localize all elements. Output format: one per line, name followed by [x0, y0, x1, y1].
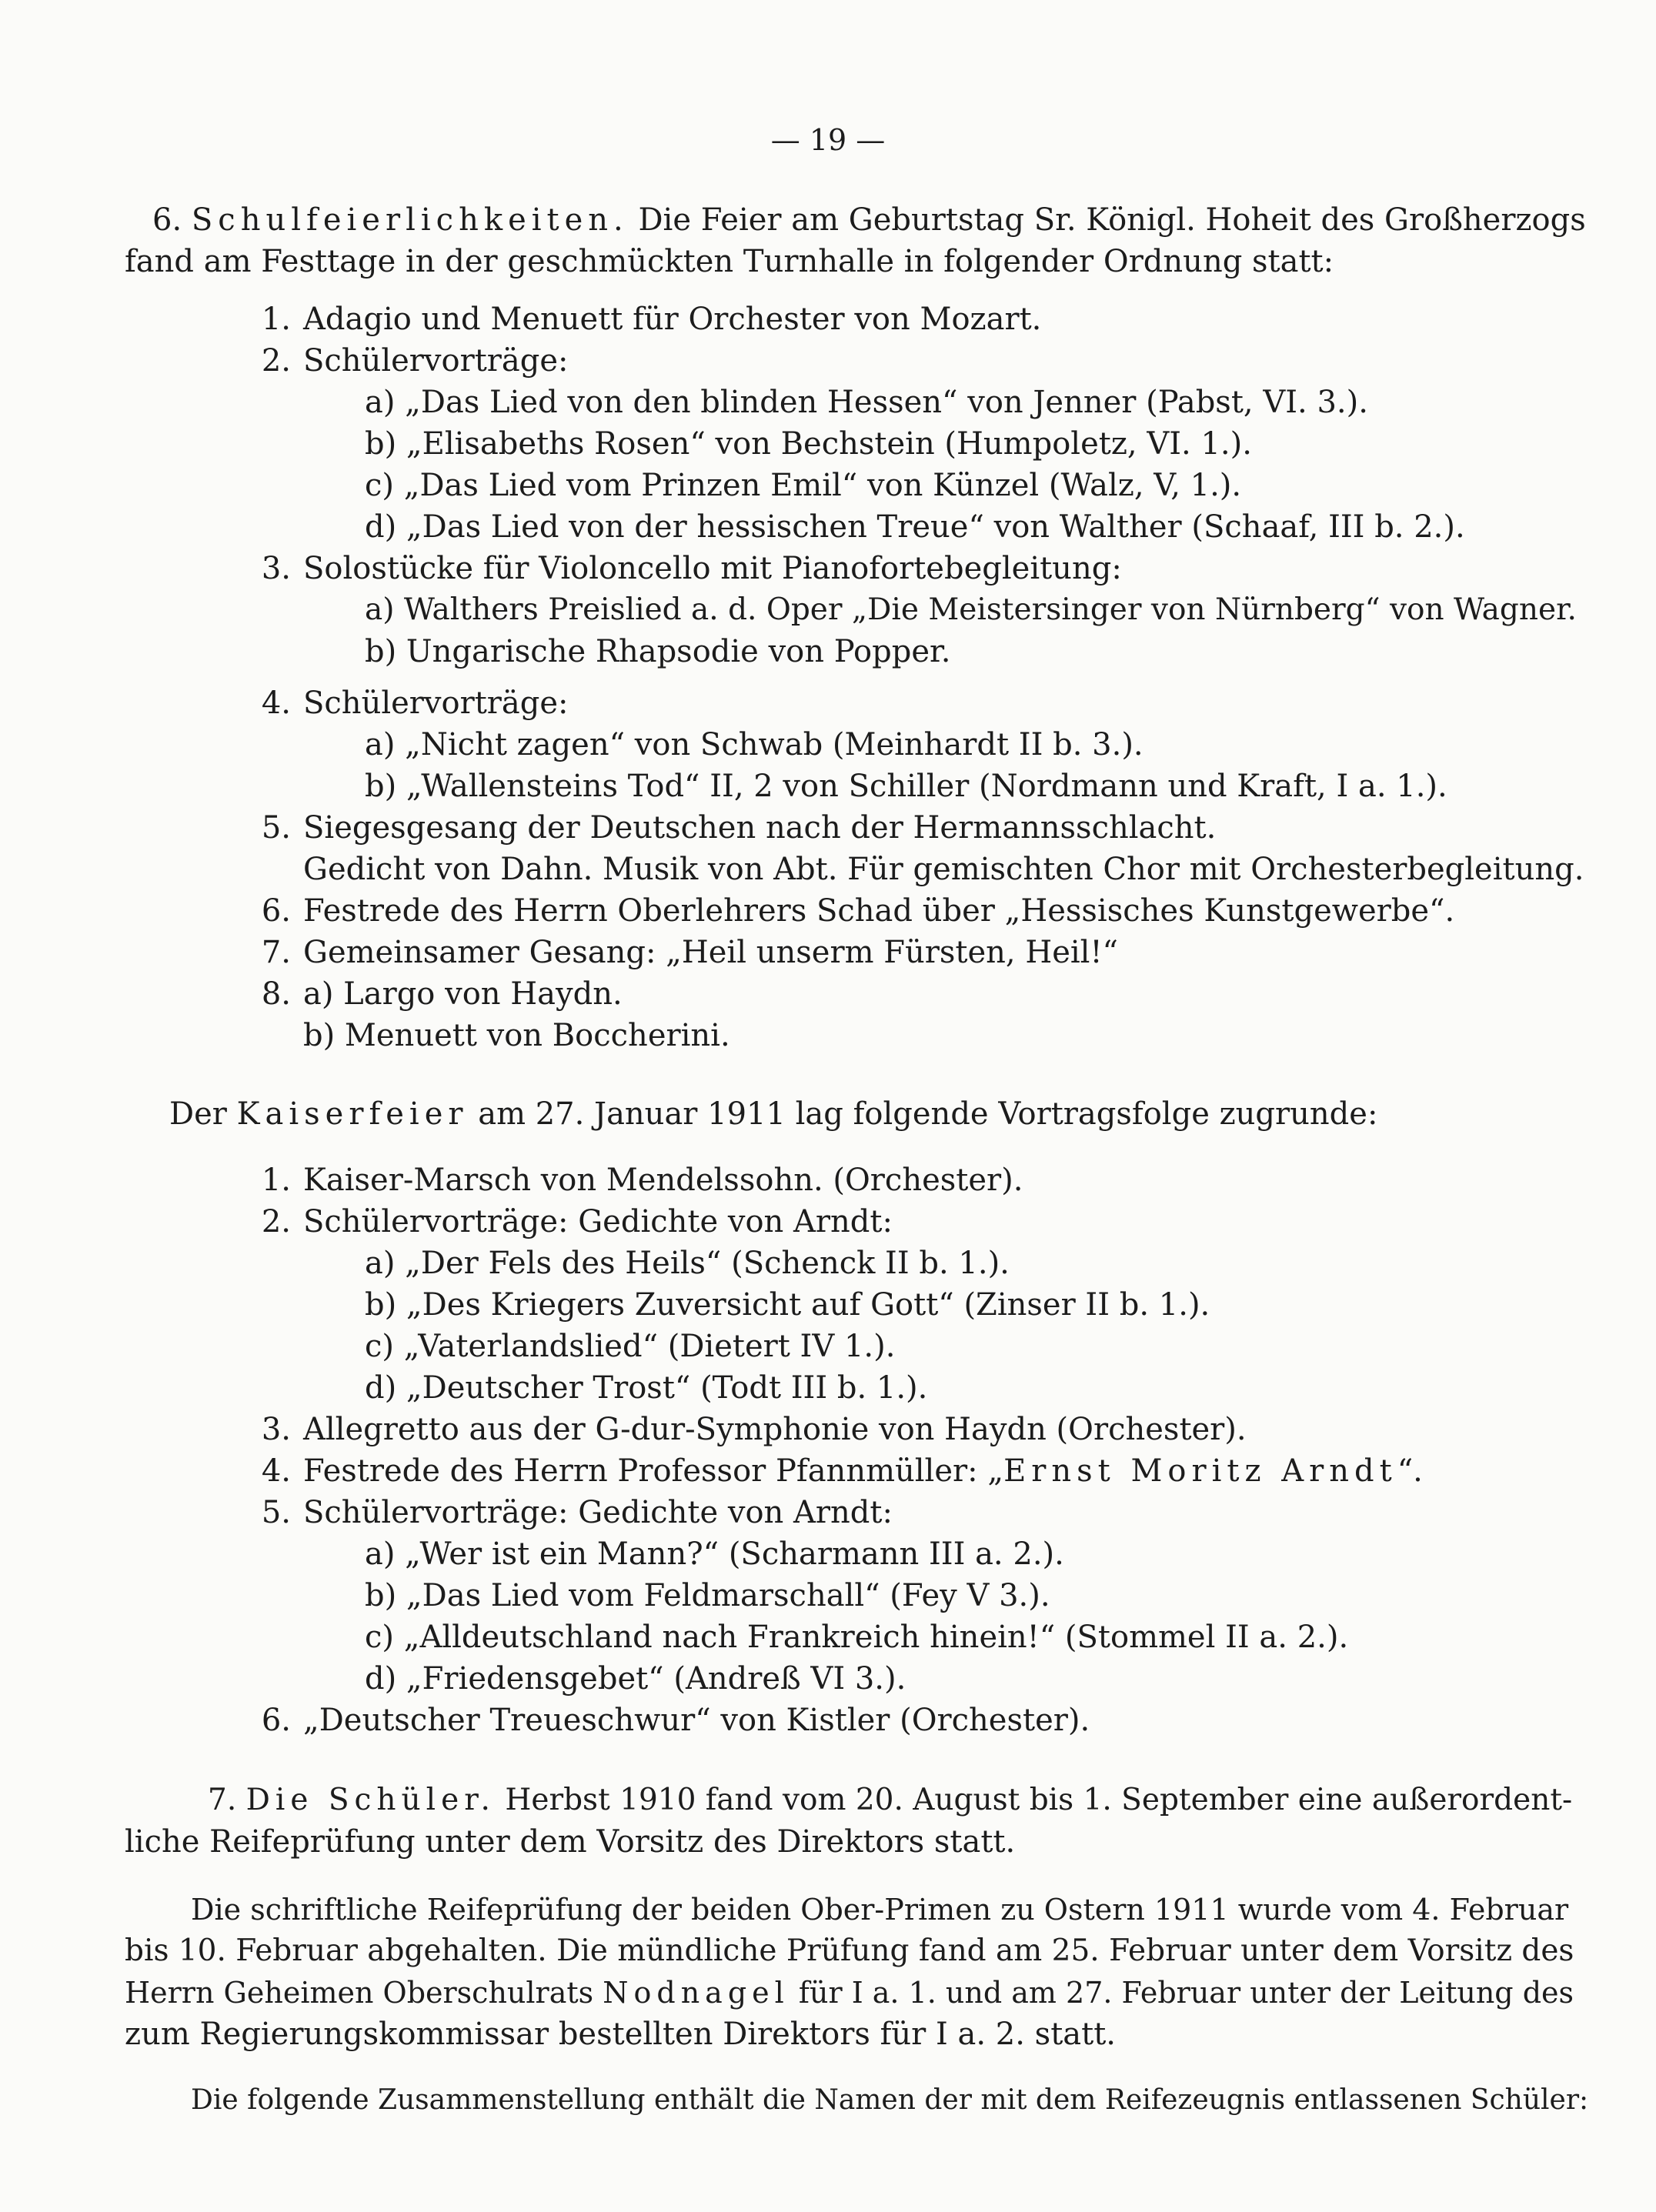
list-item: Adagio und Menuett für Orchester von Mozart. — [303, 302, 1042, 337]
list-subitem: c) „Alldeutschland nach Frankreich hinein!“ (Stommel II a. 2.). — [365, 1620, 1349, 1655]
festrede-text: Festrede des Herrn Professor Pfannmüller: „ — [303, 1453, 1004, 1489]
list-subitem: d) „Friedensgebet“ (Andreß VI 3.). — [365, 1661, 906, 1697]
section-7-number: 7. — [208, 1783, 237, 1817]
list-subitem: a) „Der Fels des Heils“ (Schenck II b. 1.). — [365, 1246, 1010, 1281]
section-6-intro-text: Die Feier am Geburtstag Sr. Königl. Hoheit des Großherzogs — [638, 202, 1586, 238]
list-item-number: 1. — [261, 302, 291, 337]
list-subitem: c) „Das Lied vom Prinzen Emil“ von Künzel (Walz, V, 1.). — [365, 468, 1242, 503]
section-6-intro — [152, 199, 1586, 242]
section-7-heading: Die Schüler. — [245, 1783, 496, 1817]
kaiserfeier-heading: Kaiserfeier — [236, 1096, 469, 1132]
list-subitem: c) „Vaterlandslied“ (Dietert IV 1.). — [365, 1329, 896, 1364]
kaiserfeier-intro-text: am 27. Januar 1911 lag folgende Vortragsfolge zugrunde: — [478, 1096, 1378, 1132]
list-item: Allegretto aus der G-dur-Symphonie von Haydn (Orchester). — [303, 1412, 1247, 1447]
paragraph-text: für I a. 1. und am 27. Februar unter der Leitung des — [798, 1976, 1574, 2010]
list-item: Schülervorträge: — [303, 686, 569, 721]
list-item-number: 5. — [261, 810, 291, 846]
paragraph-line: bis 10. Februar abgehalten. Die mündliche Prüfung fand am 25. Februar unter dem Vorsitz des — [125, 1933, 1574, 1968]
kaiserfeier-der: Der — [169, 1096, 227, 1132]
list-item-number: 5. — [261, 1495, 291, 1530]
list-item-number: 2. — [261, 1204, 291, 1239]
section-6-intro-line2: fand am Festtage in der geschmückten Turnhalle in folgender Ordnung statt: — [125, 244, 1334, 279]
list-item-number: 6. — [261, 893, 291, 929]
list-item: Gemeinsamer Gesang: „Heil unserm Fürsten, Heil!“ — [303, 935, 1118, 970]
list-item-number: 8. — [261, 976, 291, 1012]
kaiserfeier-intro — [169, 1093, 1377, 1136]
list-subitem: b) „Wallensteins Tod“ II, 2 von Schiller (Nordmann und Kraft, I a. 1.). — [365, 769, 1447, 804]
list-item-number: 6. — [261, 1703, 291, 1738]
list-item: Kaiser-Marsch von Mendelssohn. (Orchester). — [303, 1163, 1023, 1198]
list-subitem: a) Walthers Preislied a. d. Oper „Die Meistersinger von Nürnberg“ von Wagner. — [365, 592, 1577, 627]
list-item — [303, 1450, 1423, 1493]
paragraph-line: zum Regierungskommissar bestellten Direktors für I a. 2. statt. — [125, 2017, 1116, 2052]
list-item: Siegesgesang der Deutschen nach der Hermannsschlacht. — [303, 810, 1217, 846]
festrede-close: “. — [1397, 1453, 1423, 1489]
paragraph-line: Die folgende Zusammenstellung enthält die Namen der mit dem Reifezeugnis entlassenen Schüler: — [191, 2084, 1589, 2116]
list-item: Schülervorträge: Gedichte von Arndt: — [303, 1495, 893, 1530]
list-subitem: a) Largo von Haydn. — [303, 976, 623, 1012]
list-item: Schülervorträge: — [303, 343, 569, 379]
page-number: — 19 — — [770, 123, 886, 157]
section-6-heading: Schulfeierlichkeiten. — [191, 202, 629, 238]
list-item-number: 3. — [261, 551, 291, 586]
list-item: Schülervorträge: Gedichte von Arndt: — [303, 1204, 893, 1239]
person-name: Nodnagel — [603, 1976, 790, 2010]
paragraph-line: liche Reifeprüfung unter dem Vorsitz des Direktors statt. — [125, 1824, 1016, 1860]
list-subitem: a) „Wer ist ein Mann?“ (Scharmann III a. 2.). — [365, 1536, 1064, 1572]
list-item-number: 7. — [261, 935, 291, 970]
paragraph-line — [125, 1971, 1574, 2014]
list-item: „Deutscher Treueschwur“ von Kistler (Orchester). — [303, 1703, 1090, 1738]
section-6-number: 6. — [152, 202, 182, 238]
list-subitem: b) Ungarische Rhapsodie von Popper. — [365, 634, 951, 669]
list-item-number: 2. — [261, 343, 291, 379]
list-item-number: 3. — [261, 1412, 291, 1447]
list-subitem: d) „Das Lied von der hessischen Treue“ von Walther (Schaaf, III b. 2.). — [365, 509, 1465, 545]
list-item: Festrede des Herrn Oberlehrers Schad über „Hessisches Kunstgewerbe“. — [303, 893, 1455, 929]
list-subitem: b) „Des Kriegers Zuversicht auf Gott“ (Zinser II b. 1.). — [365, 1287, 1210, 1323]
list-subitem: b) Menuett von Boccherini. — [303, 1018, 730, 1053]
list-item-number: 1. — [261, 1163, 291, 1198]
paragraph-text: Herrn Geheimen Oberschulrats — [125, 1976, 594, 2010]
section-7-text: Herbst 1910 fand vom 20. August bis 1. September eine außerordent- — [505, 1783, 1573, 1817]
list-item-continuation: Gedicht von Dahn. Musik von Abt. Für gemischten Chor mit Orchesterbegleitung. — [303, 852, 1584, 887]
list-subitem: d) „Deutscher Trost“ (Todt III b. 1.). — [365, 1370, 928, 1406]
section-7-intro — [208, 1779, 1572, 1822]
list-subitem: a) „Das Lied von den blinden Hessen“ von Jenner (Pabst, VI. 3.). — [365, 385, 1368, 420]
festrede-title: Ernst Moritz Arndt — [1003, 1453, 1397, 1489]
list-subitem: b) „Elisabeths Rosen“ von Bechstein (Humpoletz, VI. 1.). — [365, 426, 1252, 462]
paragraph-line: Die schriftliche Reifeprüfung der beiden Ober-Primen zu Ostern 1911 wurde vom 4. Februar — [191, 1893, 1569, 1927]
list-item: Solostücke für Violoncello mit Pianofortebegleitung: — [303, 551, 1122, 586]
list-subitem: a) „Nicht zagen“ von Schwab (Meinhardt II b. 3.). — [365, 727, 1144, 762]
list-item-number: 4. — [261, 686, 291, 721]
list-item-number: 4. — [261, 1453, 291, 1489]
list-subitem: b) „Das Lied vom Feldmarschall“ (Fey V 3.). — [365, 1578, 1050, 1613]
